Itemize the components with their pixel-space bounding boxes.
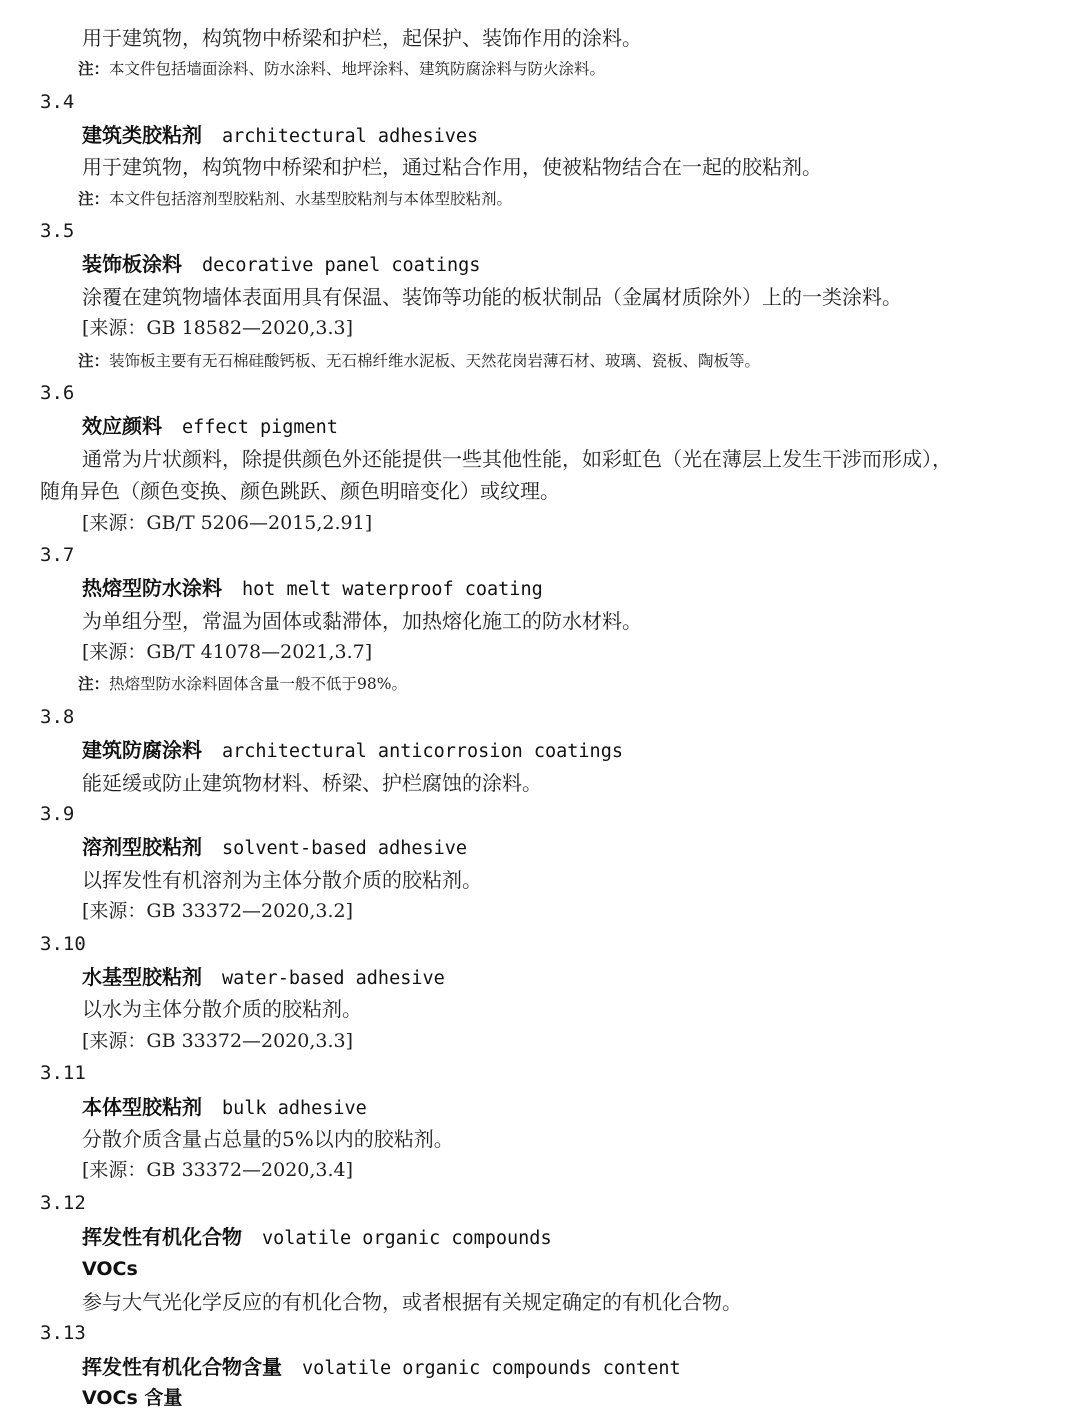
term-chinese: 效应颜料 [82,414,162,438]
term-heading [82,578,543,600]
term-heading [82,125,478,147]
section-number: 3.8 [40,706,75,728]
source-reference: [来源：GB/T 41078—2021,3.7] [82,641,373,663]
term-chinese: 水基型胶粘剂 [82,965,202,989]
definition-text: 能延缓或防止建筑物材料、桥梁、护栏腐蚀的涂料。 [82,771,542,795]
source-reference: [来源：GB 33372—2020,3.4] [82,1159,354,1181]
term-heading [82,1357,681,1379]
term-english: hot melt waterproof coating [242,579,543,600]
term-chinese: 本体型胶粘剂 [82,1095,202,1119]
term-english: decorative panel coatings [202,255,481,276]
term-chinese: 溶剂型胶粘剂 [82,835,202,859]
note-body: 热熔型防水涂料固体含量一般不低于98%。 [109,675,407,693]
term-heading [82,837,467,859]
note-prefix: 注： [78,60,110,78]
note-body: 装饰板主要有无石棉硅酸钙板、无石棉纤维水泥板、天然花岗岩薄石材、玻璃、瓷板、陶板等。 [109,352,761,370]
section-number: 3.10 [40,933,86,955]
definition-text-continued: 随角异色（颜色变换、颜色跳跃、颜色明暗变化）或纹理。 [40,479,560,503]
source-reference: [来源：GB 33372—2020,3.2] [82,900,354,922]
definition-text: 通常为片状颜料，除提供颜色外还能提供一些其他性能，如彩虹色（光在薄层上发生干涉而形成）， [82,447,952,471]
term-heading [82,740,623,762]
section-number: 3.6 [40,382,75,404]
note-body: 本文件包括溶剂型胶粘剂、水基型胶粘剂与本体型胶粘剂。 [109,190,513,208]
term-chinese: 挥发性有机化合物 [82,1225,242,1249]
section-number: 3.9 [40,803,75,825]
term-english: architectural adhesives [222,126,479,147]
term-chinese: 建筑类胶粘剂 [82,123,202,147]
term-english: water-based adhesive [222,968,445,989]
section-number: 3.7 [40,544,75,566]
note-prefix: 注： [78,190,110,208]
term-english: bulk adhesive [222,1098,367,1119]
section-number: 3.4 [40,91,75,113]
term-chinese: 热熔型防水涂料 [82,576,222,600]
term-english: effect pigment [182,417,338,438]
section-number: 3.12 [40,1192,86,1214]
note-prefix: 注： [78,352,110,370]
definition-text: 参与大气光化学反应的有机化合物，或者根据有关规定确定的有机化合物。 [82,1290,742,1314]
note-body: 本文件包括墙面涂料、防水涂料、地坪涂料、建筑防腐涂料与防火涂料。 [109,60,606,78]
term-chinese: 挥发性有机化合物含量 [82,1355,282,1379]
term-heading [82,967,445,989]
term-heading [82,254,480,276]
term-abbreviation: VOCs 含量 [82,1387,183,1409]
note-line [78,354,760,370]
term-heading [82,1227,552,1249]
note-line [78,192,512,208]
definition-text: 以水为主体分散介质的胶粘剂。 [82,997,362,1021]
note-line [78,62,605,78]
definition-text: 为单组分型，常温为固体或黏滞体，加热熔化施工的防水材料。 [82,609,642,633]
source-reference: [来源：GB 18582—2020,3.3] [82,317,354,339]
term-chinese: 装饰板涂料 [82,252,182,276]
note-line [78,677,407,693]
definition-text: 用于建筑物，构筑物中桥梁和护栏，通过粘合作用，使被粘物结合在一起的胶粘剂。 [82,155,822,179]
definition-text: 用于建筑物，构筑物中桥梁和护栏，起保护、装饰作用的涂料。 [82,26,642,50]
term-heading [82,1097,367,1119]
source-reference: [来源：GB/T 5206—2015,2.91] [82,512,373,534]
definition-text: 以挥发性有机溶剂为主体分散介质的胶粘剂。 [82,868,482,892]
definition-text: 分散介质含量占总量的5%以内的胶粘剂。 [82,1127,454,1151]
section-number: 3.5 [40,220,75,242]
term-chinese: 建筑防腐涂料 [82,738,202,762]
note-prefix: 注： [78,675,110,693]
definition-text: 涂覆在建筑物墙体表面用具有保温、装饰等功能的板状制品（金属材质除外）上的一类涂料。 [82,285,902,309]
term-english: volatile organic compounds [262,1228,552,1249]
section-number: 3.13 [40,1322,86,1344]
term-english: solvent-based adhesive [222,838,468,859]
term-abbreviation: VOCs [82,1258,138,1280]
section-number: 3.11 [40,1062,86,1084]
source-reference: [来源：GB 33372—2020,3.3] [82,1030,354,1052]
term-english: volatile organic compounds content [302,1358,681,1379]
term-heading [82,416,338,438]
term-english: architectural anticorrosion coatings [222,741,623,762]
